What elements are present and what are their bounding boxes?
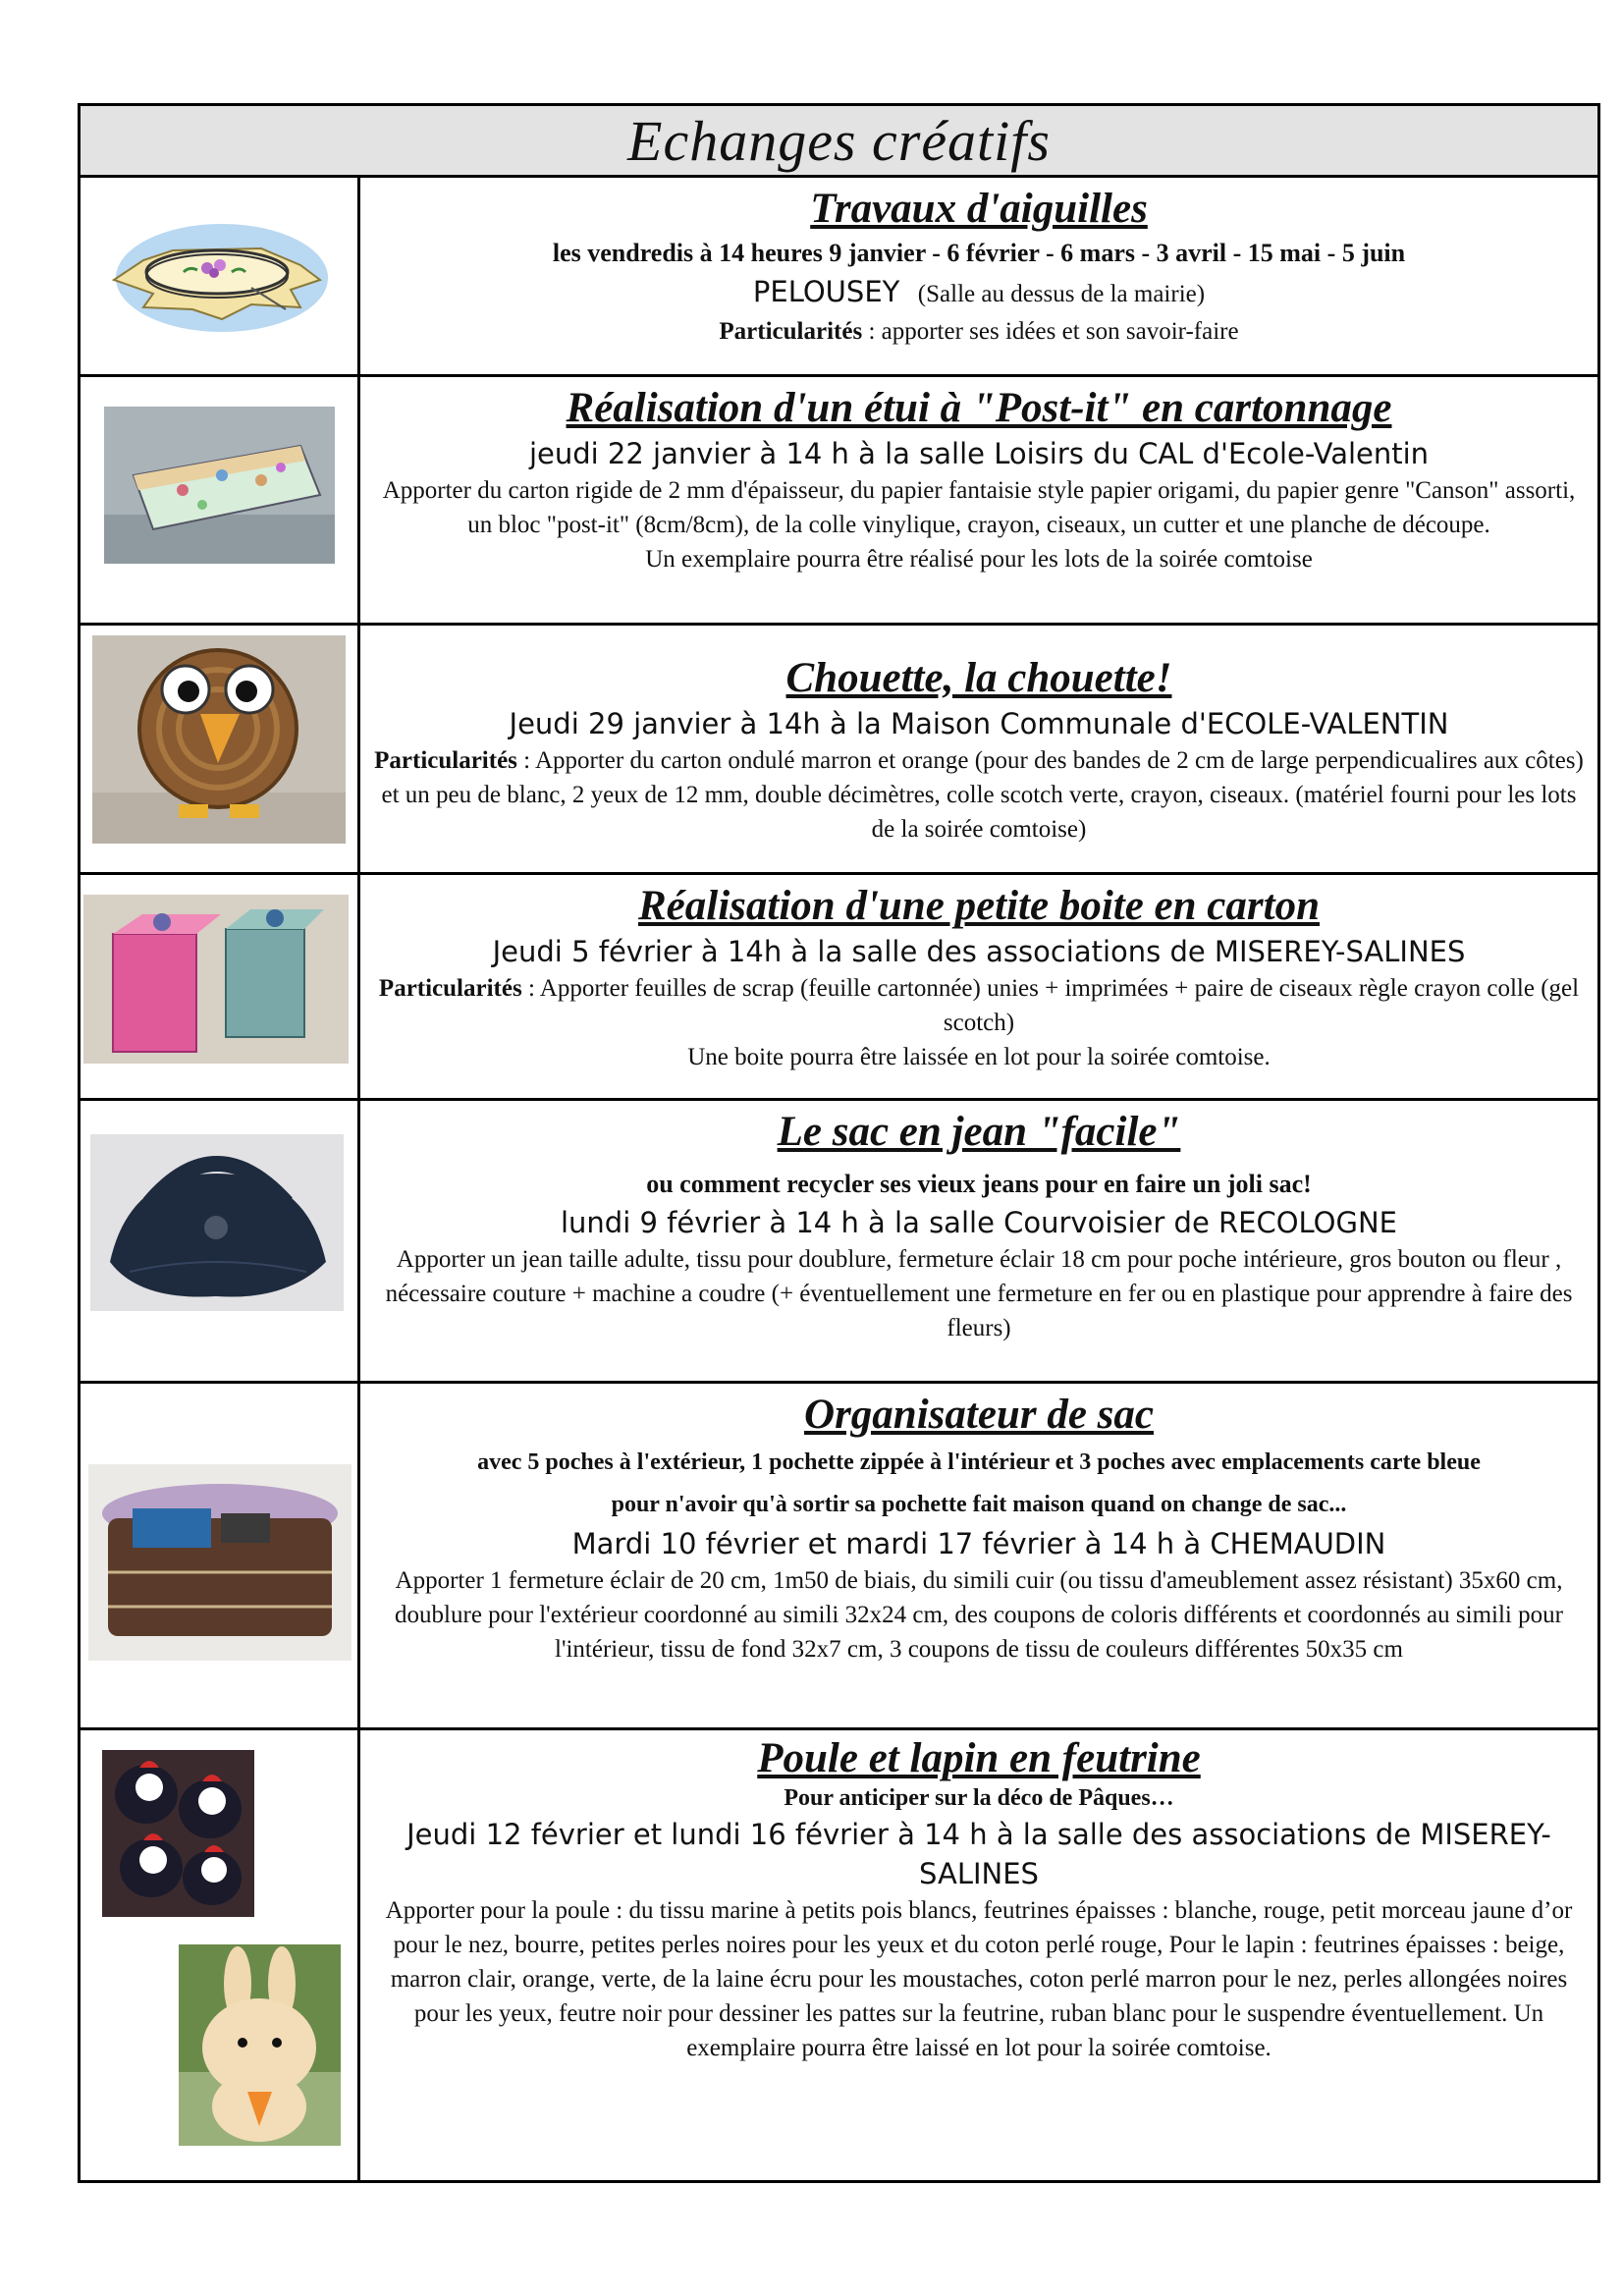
- activity-subtitle: ou comment recycler ses vieux jeans pour en faire un joli sac!: [646, 1170, 1312, 1198]
- activity-text-cell: [360, 377, 1597, 623]
- activity-details: Apporter 1 fermeture éclair de 20 cm, 1m50 de biais, du simili cuir (ou tissu d'ameublement assez résistant) 35x60 cm, doublure pour l'extérieur coordonné au simili 32x24 cm, des coupons de coloris différents et coordonnés au simili pour l'intérieur, tissu de fond 32x7 cm, 3 coupons de tissu de couleurs différentes 50x35 cm: [395, 1567, 1563, 1663]
- activity-image-cell: [81, 178, 360, 374]
- page-banner: [81, 106, 1597, 178]
- activity-text-cell: [360, 875, 1597, 1098]
- activity-details-text: : Apporter du carton ondulé marron et orange (pour des bandes de 2 cm de large perpendicualires aux côtes) et un peu de blanc, 2 yeux de 12 mm, double décimètres, colle scotch verte, crayon, ciseaux. (matériel fourni pour les lots de la soirée comtoise): [381, 747, 1584, 843]
- activity-text-cell: [360, 626, 1597, 872]
- activity-location-note: (Salle au dessus de la mairie): [917, 281, 1206, 307]
- cardboard-boxes-image: [83, 895, 349, 1064]
- activity-title: Poule et lapin en feutrine: [757, 1735, 1201, 1781]
- activity-schedule: Mardi 10 février et mardi 17 février à 14 h à CHEMAUDIN: [571, 1527, 1386, 1560]
- activity-text-cell: [360, 1101, 1597, 1381]
- activity-subtitle: avec 5 poches à l'extérieur, 1 pochette zippée à l'intérieur et 3 poches avec emplacements carte bleue: [477, 1449, 1481, 1475]
- activity-schedule: les vendredis à 14 heures 9 janvier - 6 février - 6 mars - 3 avril - 15 mai - 5 juin: [552, 239, 1406, 267]
- activity-details: [370, 971, 1588, 1040]
- activity-title: Travaux d'aiguilles: [810, 186, 1148, 232]
- activity-subtitle: Pour anticiper sur la déco de Pâques…: [784, 1785, 1174, 1811]
- activity-row: [81, 1384, 1597, 1730]
- particularites-label: Particularités: [719, 318, 863, 345]
- activity-title: Le sac en jean "facile": [777, 1109, 1181, 1155]
- activity-image-cell: [81, 1384, 360, 1727]
- particularites-label: Particularités: [378, 975, 522, 1002]
- activity-location-line: [370, 272, 1588, 314]
- activity-text-cell: [360, 178, 1597, 374]
- activity-row: [81, 626, 1597, 875]
- activity-row: [81, 377, 1597, 626]
- cardboard-owl-image: [92, 635, 346, 844]
- page-title: Echanges créatifs: [627, 108, 1051, 173]
- activity-details: [370, 314, 1588, 349]
- activity-text-cell: [360, 1730, 1597, 2180]
- activities-table: [78, 103, 1600, 2183]
- jean-bag-image: [90, 1134, 344, 1311]
- activity-schedule: jeudi 22 janvier à 14 h à la salle Loisirs du CAL d'Ecole-Valentin: [528, 437, 1430, 470]
- activity-details: Apporter pour la poule : du tissu marine à petits pois blancs, feutrines épaisses : blanche, rouge, petit morceau jaune d’or pour le nez, bourre, petites perles noires pour les yeux et du coton perlé rouge, Pour le lapin : feutrines épaisses : beige, marron clair, orange, verte, de la laine écru pour les moustaches, coton perlé marron pour le nez, perles allongées noires pour les yeux, feutre noir pour dessiner les pattes sur la feutrine, ruban blanc pour le suspendre éventuellement. Un exemplaire pourra être laissé en lot pour la soirée comtoise.: [385, 1897, 1573, 2061]
- activity-schedule: lundi 9 février à 14 h à la salle Courvoisier de RECOLOGNE: [560, 1206, 1397, 1239]
- activity-details-text: : apporter ses idées et son savoir-faire: [868, 318, 1239, 345]
- activity-schedule: Jeudi 12 février et lundi 16 février à 14 h à la salle des associations de MISEREY-SALINES: [406, 1818, 1551, 1890]
- post-it-case-image: [104, 407, 335, 564]
- activity-image-cell: [81, 377, 360, 623]
- activity-row: [81, 178, 1597, 377]
- activity-note: Un exemplaire pourra être réalisé pour les lots de la soirée comtoise: [645, 546, 1313, 573]
- activity-details-text: : Apporter feuilles de scrap (feuille cartonnée) unies + imprimées + paire de ciseaux règle crayon colle (gel scotch): [527, 975, 1580, 1036]
- felt-rabbit-image: [179, 1944, 341, 2146]
- felt-hen-image: [102, 1750, 254, 1917]
- activity-details: Apporter du carton rigide de 2 mm d'épaisseur, du papier fantaisie style papier origami, du papier genre "Canson" assorti, un bloc "post-it" (8cm/8cm), de la colle vinylique, crayon, ciseaux, un cutter et une planche de découpe.: [382, 477, 1576, 538]
- activity-text-cell: [360, 1384, 1597, 1727]
- activity-image-cell: [81, 875, 360, 1098]
- activity-row: [81, 875, 1597, 1101]
- activity-row: [81, 1101, 1597, 1384]
- activity-schedule: Jeudi 29 janvier à 14h à la Maison Communale d'ECOLE-VALENTIN: [509, 707, 1449, 740]
- activity-details: Apporter un jean taille adulte, tissu pour doublure, fermeture éclair 18 cm pour poche intérieure, gros bouton ou fleur , nécessaire couture + machine a coudre (+ éventuellement une fermeture en fer ou en plastique pour apprendre à faire des fleurs): [385, 1246, 1573, 1341]
- particularites-label: Particularités: [374, 747, 517, 774]
- bag-organizer-image: [88, 1464, 352, 1661]
- activity-title: Réalisation d'une petite boite en carton: [638, 883, 1320, 929]
- activity-schedule: Jeudi 5 février à 14h à la salle des associations de MISEREY-SALINES: [492, 935, 1466, 968]
- activity-row: [81, 1730, 1597, 2180]
- activity-subtitle-2: pour n'avoir qu'à sortir sa pochette fait maison quand on change de sac...: [611, 1492, 1347, 1517]
- activity-image-cell: [81, 1730, 360, 2180]
- activity-location: PELOUSEY: [752, 275, 900, 308]
- activity-details: [370, 743, 1588, 847]
- activity-image-cell: [81, 626, 360, 872]
- activity-note: Une boite pourra être laissée en lot pour la soirée comtoise.: [687, 1044, 1271, 1070]
- activity-title: Organisateur de sac: [804, 1392, 1154, 1438]
- activity-image-cell: [81, 1101, 360, 1381]
- activity-title: Chouette, la chouette!: [785, 655, 1172, 701]
- activity-title: Réalisation d'un étui à "Post-it" en cartonnage: [566, 385, 1392, 431]
- embroidery-hoop-image: [104, 211, 330, 339]
